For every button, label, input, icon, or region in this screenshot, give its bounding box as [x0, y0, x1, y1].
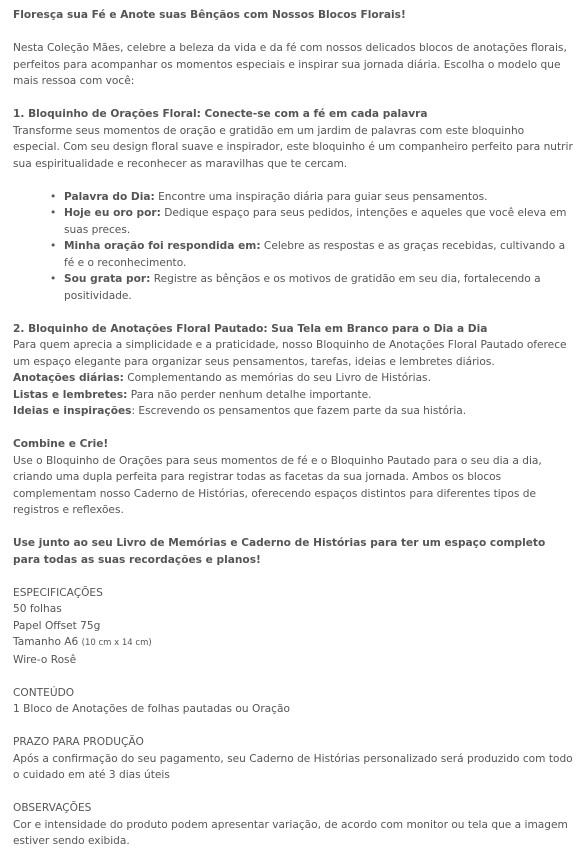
section2-item: Anotações diárias: Complementando as memórias do seu Livro de Histórias. — [13, 372, 431, 384]
notes-heading: OBSERVAÇÕES — [13, 802, 92, 814]
section1-heading: 1. Bloquinho de Orações Floral: Conecte-se com a fé em cada palavra — [13, 108, 428, 120]
notes-text: Cor e intensidade do produto podem apresentar variação, de acordo com monitor ou tela que a imagem estiver sendo exibida. — [13, 818, 568, 847]
intro-paragraph: Nesta Coleção Mães, celebre a beleza da vida e da fé com nossos delicados blocos de anotações florais, perfeitos para acompanhar os momentos especiais e inspirar sua jornada diária. Escolha o modelo que mais ressoa com você: — [13, 42, 567, 87]
section1-text: Transforme seus momentos de oração e gratidão em um jardim de palavras com este bloquinho especial. Com seu design floral suave e inspirador, este bloquinho é um companheiro perfeito para nutrir sua espiritualidade e reconhecer as maravilhas que te cercam. — [13, 124, 573, 170]
content-text: 1 Bloco de Anotações de folhas pautadas ou Oração — [13, 703, 290, 715]
section2-heading: 2. Bloquinho de Anotações Floral Pautado: Sua Tela em Branco para o Dia a Dia — [13, 322, 488, 335]
section1-list — [13, 189, 573, 305]
cta-text: Use junto ao seu Livro de Memórias e Caderno de Histórias para ter um espaço completo para todas as suas recordações e planos! — [13, 537, 546, 566]
content-heading: CONTEÚDO — [13, 686, 75, 699]
page-title: Floresça sua Fé e Anote suas Bênçãos com Nossos Blocos Florais! — [13, 9, 406, 21]
combine-text: Use o Bloquinho de Orações para seus momentos de fé e o Bloquinho Pautado para o seu dia a dia, criando uma dupla perfeita para registrar todas as facetas da sua jornada. Ambos os blocos complementam nosso Caderno de Histórias, oferecendo espaços distintos para diferentes tipos de registros e reflexões. — [13, 454, 542, 516]
production-heading: PRAZO PARA PRODUÇÃO — [13, 736, 144, 748]
specs-line: Wire-o Rosê — [13, 653, 77, 666]
specs-line: Tamanho A6 (10 cm x 14 cm) — [13, 636, 152, 648]
section2-item: Listas e lembretes: Para não perder nenhum detalhe importante. — [13, 388, 372, 401]
specs-line: 50 folhas — [13, 603, 62, 615]
specs-heading: ESPECIFICAÇÕES — [13, 586, 103, 599]
combine-heading: Combine e Crie! — [13, 438, 109, 450]
list-item: • Sou grata por: Registre as bênçãos e os motivos de gratidão em seu dia, fortalecendo a positividade. — [50, 271, 573, 304]
section2-text: Para quem aprecia a simplicidade e a praticidade, nosso Bloquinho de Anotações Floral Pautado oferece um espaço elegante para organizar seus pensamentos, tarefas, ideias e lembretes diários. — [13, 339, 567, 368]
list-item: • Palavra do Dia: Encontre uma inspiração diária para guiar seus pensamentos. — [50, 189, 573, 206]
specs-line: Papel Offset 75g — [13, 619, 101, 632]
list-item: • Hoje eu oro por: Dedique espaço para seus pedidos, intenções e aqueles que você eleva em suas preces. — [50, 205, 573, 238]
section2-item: Ideias e inspirações: Escrevendo os pensamentos que fazem parte da sua história. — [13, 405, 467, 417]
list-item: • Minha oração foi respondida em: Celebre as respostas e as graças recebidas, cultivando a fé e o reconhecimento. — [50, 238, 573, 271]
production-text: Após a confirmação do seu pagamento, seu Caderno de Histórias personalizado será produzido com todo o cuidado em até 3 dias úteis — [13, 752, 573, 781]
